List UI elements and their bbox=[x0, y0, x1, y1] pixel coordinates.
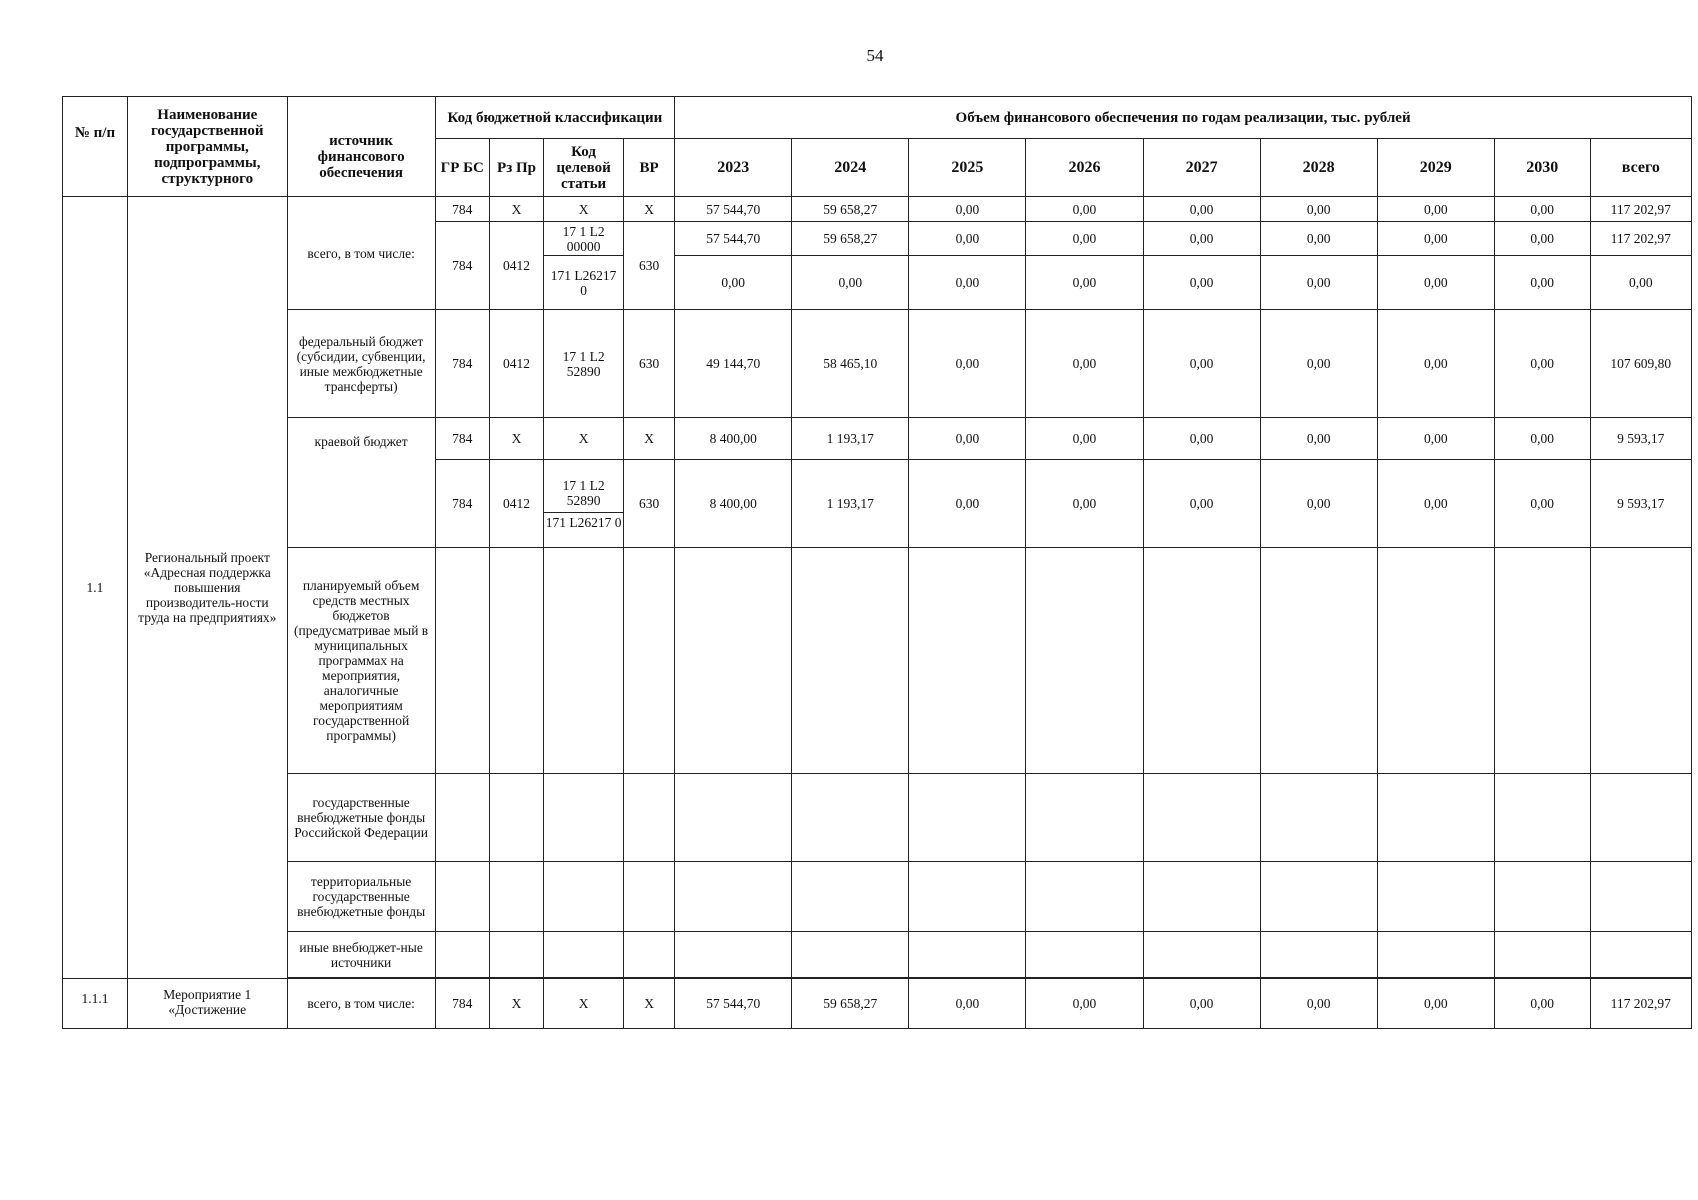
value-cell: 0,00 bbox=[1377, 256, 1494, 310]
grbs-cell: 784 bbox=[435, 979, 489, 1029]
value-cell: 0,00 bbox=[1143, 310, 1260, 418]
header-budget-code: Код бюджетной классификации bbox=[435, 97, 675, 139]
value-cell: 8 400,00 bbox=[675, 460, 792, 548]
grbs-cell: 784 bbox=[435, 418, 489, 460]
rzpr-cell: 0412 bbox=[489, 222, 543, 310]
header-num: № п/п bbox=[63, 97, 128, 197]
value-cell: 0,00 bbox=[1377, 418, 1494, 460]
row-number: 1.1 bbox=[63, 197, 128, 979]
rzpr-cell: Х bbox=[489, 418, 543, 460]
value-cell: 0,00 bbox=[1260, 222, 1377, 256]
header-year: 2025 bbox=[909, 139, 1026, 197]
value-cell: 0,00 bbox=[1377, 222, 1494, 256]
table-row bbox=[63, 862, 1692, 932]
header-year: 2029 bbox=[1377, 139, 1494, 197]
value-cell: 0,00 bbox=[1143, 222, 1260, 256]
value-cell: 0,00 bbox=[1377, 460, 1494, 548]
source-local: планируемый объем средств местных бюджетов (предусматривае мый в муниципальных программах на мероприятия, аналогичные мероприятиям государственной программы) bbox=[287, 548, 435, 774]
value-cell: 57 544,70 bbox=[675, 979, 792, 1029]
value-cell: 1 193,17 bbox=[792, 418, 909, 460]
header-volume: Объем финансового обеспечения по годам реализации, тыс. рублей bbox=[675, 97, 1692, 139]
value-cell: 0,00 bbox=[909, 979, 1026, 1029]
value-cell: 8 400,00 bbox=[675, 418, 792, 460]
vr-cell: 630 bbox=[624, 460, 675, 548]
table-row bbox=[63, 932, 1692, 978]
csr-cell bbox=[544, 460, 624, 548]
total-cell: 9 593,17 bbox=[1590, 460, 1691, 548]
program-name: Региональный проект «Адресная поддержка повышения производитель-ности труда на предприятиях» bbox=[127, 197, 287, 979]
value-cell: 0,00 bbox=[1260, 310, 1377, 418]
source-state-funds: государственные внебюджетные фонды Российской Федерации bbox=[287, 774, 435, 862]
total-cell: 117 202,97 bbox=[1590, 222, 1691, 256]
value-cell: 58 465,10 bbox=[792, 310, 909, 418]
header-program: Наименование государственной программы, подпрограммы, структурного bbox=[127, 97, 287, 197]
value-cell: 0,00 bbox=[1494, 418, 1590, 460]
value-cell: 0,00 bbox=[1026, 197, 1143, 222]
value-cell: 0,00 bbox=[1260, 197, 1377, 222]
csr-cell-b: 171 L26217 0 bbox=[545, 514, 622, 530]
value-cell: 0,00 bbox=[1026, 256, 1143, 310]
value-cell: 0,00 bbox=[675, 256, 792, 310]
csr-cell: Х bbox=[544, 979, 624, 1029]
value-cell: 0,00 bbox=[1143, 460, 1260, 548]
value-cell: 0,00 bbox=[1026, 310, 1143, 418]
value-cell: 59 658,27 bbox=[792, 197, 909, 222]
header-year: 2028 bbox=[1260, 139, 1377, 197]
csr-cell: 17 1 L2 52890 bbox=[544, 310, 624, 418]
csr-cell: Х bbox=[544, 197, 624, 222]
row-number: 1.1.1 bbox=[63, 979, 128, 1029]
value-cell: 0,00 bbox=[1026, 222, 1143, 256]
source-total: всего, в том числе: bbox=[287, 197, 435, 310]
value-cell: 0,00 bbox=[1494, 222, 1590, 256]
value-cell: 1 193,17 bbox=[792, 460, 909, 548]
value-cell: 0,00 bbox=[909, 197, 1026, 222]
grbs-cell: 784 bbox=[435, 197, 489, 222]
header-year: 2030 bbox=[1494, 139, 1590, 197]
value-cell: 0,00 bbox=[1494, 310, 1590, 418]
grbs-cell: 784 bbox=[435, 460, 489, 548]
table-row bbox=[63, 979, 1692, 1029]
vr-cell: 630 bbox=[624, 222, 675, 310]
table-row bbox=[63, 418, 1692, 460]
header-year: 2024 bbox=[792, 139, 909, 197]
value-cell: 49 144,70 bbox=[675, 310, 792, 418]
grbs-cell: 784 bbox=[435, 310, 489, 418]
csr-cell: 171 L26217 0 bbox=[544, 256, 624, 310]
rzpr-cell: 0412 bbox=[489, 460, 543, 548]
header-rzpr: Рз Пр bbox=[489, 139, 543, 197]
total-cell: 9 593,17 bbox=[1590, 418, 1691, 460]
header-grbs: ГР БС bbox=[435, 139, 489, 197]
value-cell: 0,00 bbox=[1143, 256, 1260, 310]
source-federal: федеральный бюджет (субсидии, субвенции, иные межбюджетные трансферты) bbox=[287, 310, 435, 418]
value-cell: 0,00 bbox=[1026, 979, 1143, 1029]
rzpr-cell: 0412 bbox=[489, 310, 543, 418]
program-name: Мероприятие 1 «Достижение bbox=[127, 979, 287, 1029]
header-vr: ВР bbox=[624, 139, 675, 197]
csr-cell: Х bbox=[544, 418, 624, 460]
vr-cell: Х bbox=[624, 979, 675, 1029]
total-cell: 117 202,97 bbox=[1590, 197, 1691, 222]
header-year: 2026 bbox=[1026, 139, 1143, 197]
value-cell: 59 658,27 bbox=[792, 222, 909, 256]
value-cell: 0,00 bbox=[1260, 418, 1377, 460]
total-cell: 117 202,97 bbox=[1590, 979, 1691, 1029]
value-cell: 0,00 bbox=[1260, 460, 1377, 548]
source-total: всего, в том числе: bbox=[287, 979, 435, 1029]
csr-cell-a: 17 1 L2 52890 bbox=[544, 476, 623, 513]
vr-cell: 630 bbox=[624, 310, 675, 418]
source-other: иные внебюджет-ные источники bbox=[287, 932, 435, 978]
header-total: всего bbox=[1590, 139, 1691, 197]
value-cell: 0,00 bbox=[1260, 979, 1377, 1029]
value-cell: 0,00 bbox=[1377, 197, 1494, 222]
source-regional: краевой бюджет bbox=[287, 418, 435, 548]
table-row bbox=[63, 774, 1692, 862]
header-year: 2023 bbox=[675, 139, 792, 197]
value-cell: 0,00 bbox=[792, 256, 909, 310]
header-year: 2027 bbox=[1143, 139, 1260, 197]
value-cell: 0,00 bbox=[909, 310, 1026, 418]
value-cell: 0,00 bbox=[909, 222, 1026, 256]
total-cell: 0,00 bbox=[1590, 256, 1691, 310]
value-cell: 0,00 bbox=[1377, 979, 1494, 1029]
value-cell: 0,00 bbox=[1143, 197, 1260, 222]
table-row bbox=[63, 310, 1692, 418]
csr-cell: 17 1 L2 00000 bbox=[544, 222, 624, 256]
value-cell: 57 544,70 bbox=[675, 197, 792, 222]
header-csr: Код целевой статьи bbox=[544, 139, 624, 197]
budget-table bbox=[62, 96, 1692, 1029]
source-territorial-funds: территориальные государственные внебюджетные фонды bbox=[287, 862, 435, 932]
header-source: источник финансового обеспечения bbox=[287, 97, 435, 197]
value-cell: 0,00 bbox=[1494, 256, 1590, 310]
value-cell: 0,00 bbox=[1494, 979, 1590, 1029]
value-cell: 0,00 bbox=[909, 256, 1026, 310]
grbs-cell: 784 bbox=[435, 222, 489, 310]
rzpr-cell: Х bbox=[489, 197, 543, 222]
value-cell: 57 544,70 bbox=[675, 222, 792, 256]
value-cell: 0,00 bbox=[1377, 310, 1494, 418]
page-number: 54 bbox=[866, 46, 884, 65]
value-cell: 0,00 bbox=[1026, 460, 1143, 548]
value-cell: 0,00 bbox=[1494, 197, 1590, 222]
value-cell: 0,00 bbox=[1143, 979, 1260, 1029]
value-cell: 0,00 bbox=[909, 418, 1026, 460]
table-row bbox=[63, 548, 1692, 774]
value-cell: 0,00 bbox=[1026, 418, 1143, 460]
vr-cell: Х bbox=[624, 418, 675, 460]
value-cell: 0,00 bbox=[909, 460, 1026, 548]
value-cell: 0,00 bbox=[1143, 418, 1260, 460]
vr-cell: Х bbox=[624, 197, 675, 222]
total-cell: 107 609,80 bbox=[1590, 310, 1691, 418]
value-cell: 59 658,27 bbox=[792, 979, 909, 1029]
rzpr-cell: Х bbox=[489, 979, 543, 1029]
value-cell: 0,00 bbox=[1494, 460, 1590, 548]
table-row bbox=[63, 197, 1692, 222]
value-cell: 0,00 bbox=[1260, 256, 1377, 310]
